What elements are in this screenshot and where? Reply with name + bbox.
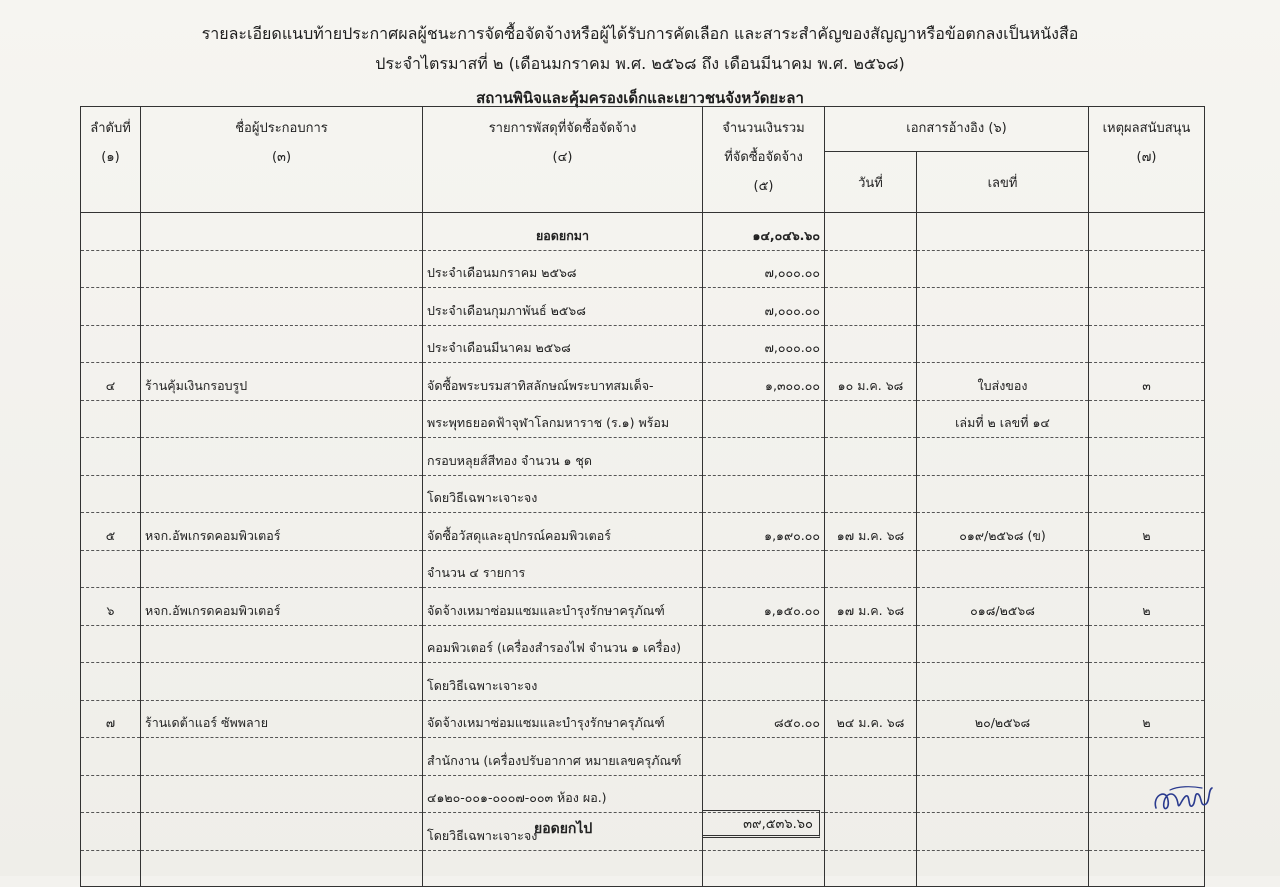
cell-ref-date bbox=[825, 625, 917, 663]
cell-ref-date bbox=[825, 213, 917, 251]
cell-ref-number bbox=[917, 325, 1089, 363]
cell-amount: ๑๔,๐๔๖.๖๐ bbox=[703, 213, 825, 251]
cell-seq bbox=[81, 438, 141, 476]
table-row bbox=[81, 700, 1205, 738]
cell-seq: ๕ bbox=[81, 513, 141, 551]
cell-item: จัดซื้อวัสดุและอุปกรณ์คอมพิวเตอร์ bbox=[423, 513, 703, 551]
cell-item: ประจำเดือนกุมภาพันธ์ ๒๕๖๘ bbox=[423, 288, 703, 326]
header-reference: เอกสารอ้างอิง (๖) bbox=[825, 107, 1089, 152]
table-row bbox=[81, 663, 1205, 701]
cell-ref-number: ๐๑๙/๒๕๖๘ (ข) bbox=[917, 513, 1089, 551]
cell-ref-number bbox=[917, 288, 1089, 326]
cell-vendor bbox=[141, 400, 423, 438]
table-row bbox=[81, 588, 1205, 626]
cell-amount bbox=[703, 663, 825, 701]
cell-seq bbox=[81, 850, 141, 886]
table-row bbox=[81, 738, 1205, 776]
cell-seq: ๖ bbox=[81, 588, 141, 626]
cell-amount bbox=[703, 438, 825, 476]
cell-seq bbox=[81, 550, 141, 588]
procurement-table bbox=[80, 106, 1205, 887]
cell-ref-date bbox=[825, 325, 917, 363]
cell-reason: ๓ bbox=[1089, 363, 1205, 401]
cell-amount bbox=[703, 738, 825, 776]
cell-seq bbox=[81, 288, 141, 326]
cell-item: พระพุทธยอดฟ้าจุฬาโลกมหาราช (ร.๑) พร้อม bbox=[423, 400, 703, 438]
cell-item: ๔๑๒๐-๐๐๑-๐๐๐๗-๐๐๓ ห้อง ผอ.) bbox=[423, 775, 703, 813]
cell-reason bbox=[1089, 813, 1205, 851]
cell-item: จำนวน ๔ รายการ bbox=[423, 550, 703, 588]
cell-amount: ๗,๐๐๐.๐๐ bbox=[703, 325, 825, 363]
cell-ref-date bbox=[825, 850, 917, 886]
signature bbox=[1148, 778, 1218, 818]
cell-amount bbox=[703, 625, 825, 663]
header-amount: จำนวนเงินรวม ที่จัดซื้อจัดจ้าง (๕) bbox=[703, 107, 825, 213]
cell-ref-number bbox=[917, 850, 1089, 886]
cell-ref-number bbox=[917, 438, 1089, 476]
cell-reason bbox=[1089, 550, 1205, 588]
cell-seq bbox=[81, 325, 141, 363]
cell-ref-number bbox=[917, 813, 1089, 851]
cell-vendor bbox=[141, 663, 423, 701]
table-row bbox=[81, 813, 1205, 851]
cell-seq bbox=[81, 400, 141, 438]
cell-ref-date bbox=[825, 813, 917, 851]
cell-seq: ๔ bbox=[81, 363, 141, 401]
cell-seq bbox=[81, 475, 141, 513]
cell-item: ประจำเดือนมีนาคม ๒๕๖๘ bbox=[423, 325, 703, 363]
cell-ref-number bbox=[917, 775, 1089, 813]
cell-amount: ๘๕๐.๐๐ bbox=[703, 700, 825, 738]
header-item: รายการพัสดุที่จัดซื้อจัดจ้าง (๔) bbox=[423, 107, 703, 213]
cell-reason: ๒ bbox=[1089, 700, 1205, 738]
cell-item: โดยวิธีเฉพาะเจาะจง bbox=[423, 475, 703, 513]
cell-seq bbox=[81, 213, 141, 251]
cell-ref-number: เล่มที่ ๒ เลขที่ ๑๔ bbox=[917, 400, 1089, 438]
cell-amount bbox=[703, 850, 825, 886]
cell-vendor bbox=[141, 550, 423, 588]
cell-ref-number bbox=[917, 738, 1089, 776]
cell-seq bbox=[81, 250, 141, 288]
cell-reason bbox=[1089, 738, 1205, 776]
header-ref-date: วันที่ bbox=[825, 152, 917, 213]
table-row bbox=[81, 213, 1205, 251]
cell-ref-date bbox=[825, 475, 917, 513]
cell-item: คอมพิวเตอร์ (เครื่องสำรองไฟ จำนวน ๑ เครื่อง) bbox=[423, 625, 703, 663]
cell-seq bbox=[81, 625, 141, 663]
cell-amount: ๑,๑๕๐.๐๐ bbox=[703, 588, 825, 626]
cell-ref-date bbox=[825, 550, 917, 588]
table-row bbox=[81, 625, 1205, 663]
cell-vendor bbox=[141, 475, 423, 513]
table-row bbox=[81, 400, 1205, 438]
cell-reason bbox=[1089, 213, 1205, 251]
cell-amount: ๗,๐๐๐.๐๐ bbox=[703, 288, 825, 326]
cell-ref-number bbox=[917, 625, 1089, 663]
cell-amount bbox=[703, 475, 825, 513]
cell-ref-number bbox=[917, 250, 1089, 288]
cell-ref-date bbox=[825, 288, 917, 326]
cell-amount: ๑,๓๐๐.๐๐ bbox=[703, 363, 825, 401]
header-vendor: ชื่อผู้ประกอบการ (๓) bbox=[141, 107, 423, 213]
cell-reason bbox=[1089, 288, 1205, 326]
cell-vendor bbox=[141, 738, 423, 776]
table-row bbox=[81, 325, 1205, 363]
cell-vendor bbox=[141, 850, 423, 886]
cell-ref-date: ๑๗ ม.ค. ๖๘ bbox=[825, 588, 917, 626]
cell-item: สำนักงาน (เครื่องปรับอากาศ หมายเลขครุภัณฑ์ bbox=[423, 738, 703, 776]
cell-ref-number: ใบส่งของ bbox=[917, 363, 1089, 401]
cell-seq bbox=[81, 663, 141, 701]
cell-seq bbox=[81, 775, 141, 813]
cell-vendor bbox=[141, 625, 423, 663]
cell-ref-date bbox=[825, 250, 917, 288]
header-reason: เหตุผลสนับสนุน (๗) bbox=[1089, 107, 1205, 213]
cell-ref-date bbox=[825, 775, 917, 813]
cell-amount: ๗,๐๐๐.๐๐ bbox=[703, 250, 825, 288]
cell-item: โดยวิธีเฉพาะเจาะจง bbox=[423, 663, 703, 701]
cell-amount bbox=[703, 775, 825, 813]
cell-reason bbox=[1089, 625, 1205, 663]
cell-ref-date bbox=[825, 663, 917, 701]
cell-ref-number bbox=[917, 550, 1089, 588]
table-row bbox=[81, 288, 1205, 326]
table-row bbox=[81, 250, 1205, 288]
cell-item: โดยวิธีเฉพาะเจาะจง bbox=[423, 813, 703, 851]
cell-seq bbox=[81, 738, 141, 776]
cell-reason bbox=[1089, 850, 1205, 886]
cell-amount bbox=[703, 550, 825, 588]
table-row bbox=[81, 850, 1205, 886]
cell-seq: ๗ bbox=[81, 700, 141, 738]
cell-ref-date: ๑๐ ม.ค. ๖๘ bbox=[825, 363, 917, 401]
cell-vendor bbox=[141, 775, 423, 813]
cell-item: จัดซื้อพระบรมสาทิสลักษณ์พระบาทสมเด็จ- bbox=[423, 363, 703, 401]
cell-item: ยอดยกมา bbox=[423, 213, 703, 251]
document-title-line-2: ประจำไตรมาสที่ ๒ (เดือนมกราคม พ.ศ. ๒๕๖๘ ถึง เดือนมีนาคม พ.ศ. ๒๕๖๘) bbox=[375, 54, 905, 73]
cell-vendor bbox=[141, 438, 423, 476]
cell-vendor: หจก.อัพเกรดคอมพิวเตอร์ bbox=[141, 588, 423, 626]
cell-vendor bbox=[141, 325, 423, 363]
cell-reason bbox=[1089, 325, 1205, 363]
table-row bbox=[81, 363, 1205, 401]
cell-item: จัดจ้างเหมาซ่อมแซมและบำรุงรักษาครุภัณฑ์ bbox=[423, 700, 703, 738]
cell-vendor: หจก.อัพเกรดคอมพิวเตอร์ bbox=[141, 513, 423, 551]
cell-reason bbox=[1089, 438, 1205, 476]
cell-ref-number bbox=[917, 213, 1089, 251]
cell-vendor bbox=[141, 213, 423, 251]
table-row bbox=[81, 550, 1205, 588]
cell-vendor bbox=[141, 813, 423, 851]
cell-item: จัดจ้างเหมาซ่อมแซมและบำรุงรักษาครุภัณฑ์ bbox=[423, 588, 703, 626]
cell-reason: ๒ bbox=[1089, 588, 1205, 626]
cell-ref-number bbox=[917, 663, 1089, 701]
cell-ref-date: ๑๗ ม.ค. ๖๘ bbox=[825, 513, 917, 551]
cell-vendor: ร้านเดต้าแอร์ ซัพพลาย bbox=[141, 700, 423, 738]
cell-ref-date bbox=[825, 400, 917, 438]
cell-seq bbox=[81, 813, 141, 851]
cell-reason bbox=[1089, 475, 1205, 513]
document-agency-name: สถานพินิจและคุ้มครองเด็กและเยาวชนจังหวัดยะลา bbox=[476, 89, 804, 107]
carry-forward-total: ๓๙,๕๓๖.๖๐ bbox=[702, 810, 820, 838]
cell-ref-number bbox=[917, 475, 1089, 513]
cell-ref-number: ๒๐/๒๕๖๘ bbox=[917, 700, 1089, 738]
cell-amount: ๑,๑๙๐.๐๐ bbox=[703, 513, 825, 551]
cell-item: ประจำเดือนมกราคม ๒๕๖๘ bbox=[423, 250, 703, 288]
cell-item bbox=[423, 850, 703, 886]
table-row bbox=[81, 775, 1205, 813]
cell-reason bbox=[1089, 400, 1205, 438]
cell-item: กรอบหลุยส์สีทอง จำนวน ๑ ชุด bbox=[423, 438, 703, 476]
header-seq: ลำดับที่ (๑) bbox=[81, 107, 141, 213]
cell-amount bbox=[703, 400, 825, 438]
document-title-line-1: รายละเอียดแนบท้ายประกาศผลผู้ชนะการจัดซื้อจัดจ้างหรือผู้ได้รับการคัดเลือก และสาระสำคัญของสัญญาหรือข้อตกลงเป็นหนังสือ bbox=[201, 24, 1079, 43]
table-row bbox=[81, 475, 1205, 513]
cell-ref-number: ๐๑๘/๒๕๖๘ bbox=[917, 588, 1089, 626]
table-row bbox=[81, 513, 1205, 551]
table-row bbox=[81, 438, 1205, 476]
cell-vendor bbox=[141, 288, 423, 326]
cell-reason bbox=[1089, 663, 1205, 701]
cell-reason bbox=[1089, 250, 1205, 288]
cell-ref-date: ๒๔ ม.ค. ๖๘ bbox=[825, 700, 917, 738]
cell-ref-date bbox=[825, 738, 917, 776]
cell-ref-date bbox=[825, 438, 917, 476]
cell-reason: ๒ bbox=[1089, 513, 1205, 551]
cell-vendor: ร้านคุ้มเงินกรอบรูป bbox=[141, 363, 423, 401]
header-ref-number: เลขที่ bbox=[917, 152, 1089, 213]
cell-vendor bbox=[141, 250, 423, 288]
carry-forward-label: ยอดยกไป bbox=[534, 821, 593, 837]
